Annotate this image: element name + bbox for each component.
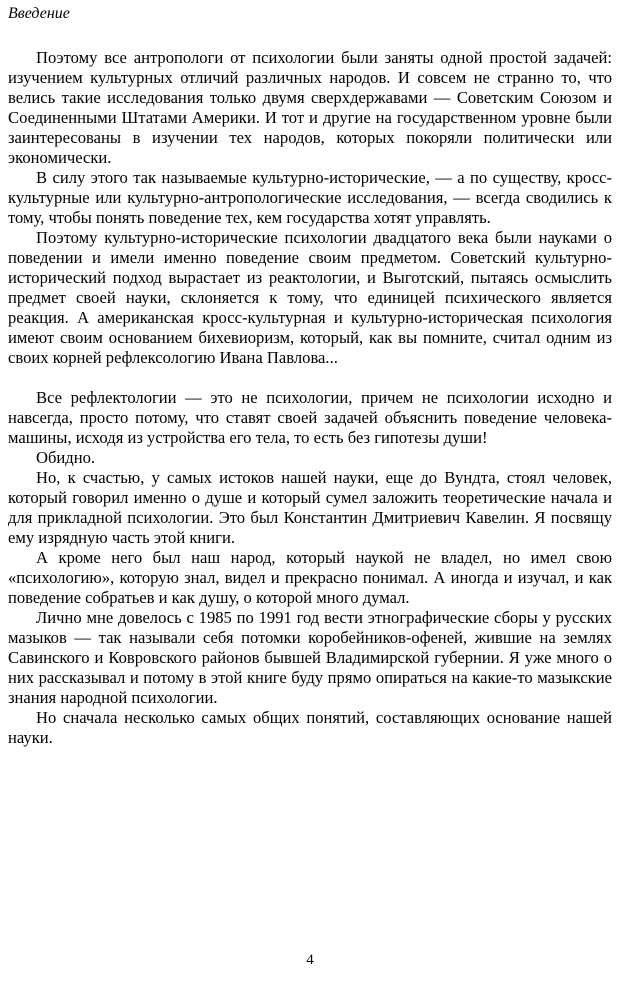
paragraph: Лично мне довелось с 1985 по 1991 год вести этнографические сборы у русских мазыков — так называли себя потомки коробейников-офеней, жившие на землях Савинского и Ковровского районов бывшей Владимирской губернии. Я уже много о них рассказывал и потому в этой книге буду прямо опираться на какие-то мазыкские знания народной психологии.: [8, 608, 612, 707]
page-number: 4: [306, 952, 314, 968]
paragraph: А кроме него был наш народ, который наукой не владел, но имел свою «психологию», которую знал, видел и прекрасно понимал. А иногда и изучал, и как поведение собратьев и как душу, о которой много думал.: [8, 548, 612, 607]
body-text: [8, 48, 612, 748]
paragraph: В силу этого так называемые культурно-исторические, — а по существу, кросс-культурные или культурно-антропологические исследования, — всегда сводились к тому, чтобы понять поведение тех, кем государства хотят управлять.: [8, 168, 612, 227]
paragraph: Все рефлектологии — это не психологии, причем не психологии исходно и навсегда, просто потому, что ставят своей задачей объяснить поведение человека-машины, исходя из устройства его тела, то есть без гипотезы души!: [8, 388, 612, 447]
paragraph: Поэтому все антропологи от психологии были заняты одной простой задачей: изучением культурных отличий различных народов. И совсем не странно то, что велись такие исследования только двумя сверхдержавами — Советским Союзом и Соединенными Штатами Америки. И тот и другие на государственном уровне были заинтересованы в изучении тех народов, которых покоряли политически или экономически.: [8, 48, 612, 167]
running-header: Введение: [8, 5, 70, 22]
paragraph: Но сначала несколько самых общих понятий, составляющих основание нашей науки.: [8, 708, 612, 747]
paragraph: Обидно.: [36, 448, 96, 467]
paragraph: Поэтому культурно-исторические психологии двадцатого века были науками о поведении и имели именно поведение своим предметом. Советский культурно-исторический подход вырастает из реактологии, и Выготский, пытаясь осмыслить предмет своей науки, склоняется к тому, что единицей психического является реакция. А американская кросс-культурная и культурно-историческая психология имеют своим основанием бихевиоризм, который, как вы помните, считал одним из своих корней рефлексологию Ивана Павлова...: [8, 228, 612, 367]
paragraph: Но, к счастью, у самых истоков нашей науки, еще до Вундта, стоял человек, который говорил именно о душе и который сумел заложить теоретические начала и для прикладной психологии. Это был Константин Дмитриевич Кавелин. Я посвящу ему изрядную часть этой книги.: [8, 468, 612, 547]
